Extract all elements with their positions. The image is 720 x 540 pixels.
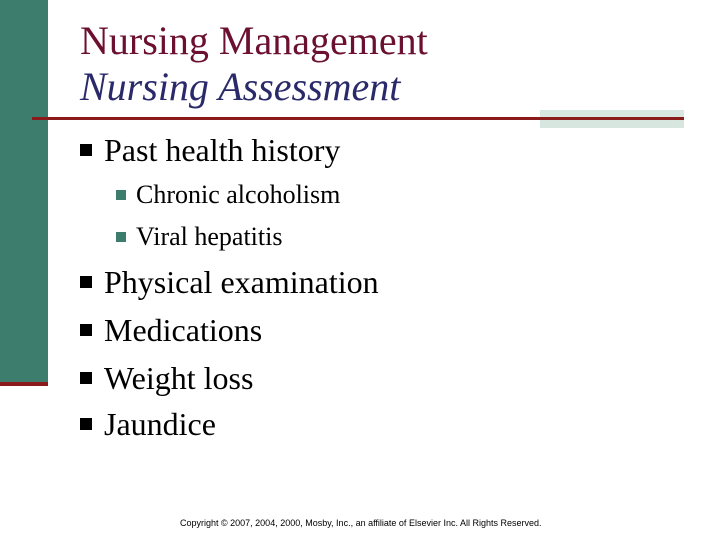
slide-subtitle: Nursing Assessment	[80, 64, 401, 109]
bullet-label: Medications	[104, 312, 263, 348]
sub-bullet-label: Viral hepatitis	[136, 222, 283, 251]
bullet-item	[80, 360, 253, 396]
square-bullet-icon	[80, 418, 92, 430]
sub-bullet-item	[116, 180, 340, 210]
square-bullet-icon	[80, 276, 92, 288]
bullet-item	[80, 406, 216, 442]
bullet-item	[80, 312, 262, 348]
copyright-footer: Copyright © 2007, 2004, 2000, Mosby, Inc., an affiliate of Elsevier Inc. All Rights Reserved.	[180, 518, 542, 528]
square-bullet-icon	[80, 324, 92, 336]
left-accent-bar	[0, 0, 48, 382]
bullet-item	[80, 264, 379, 300]
bullet-item	[80, 132, 340, 168]
bullet-label: Past health history	[104, 132, 341, 168]
title-block	[80, 18, 700, 110]
square-bullet-icon	[80, 372, 92, 384]
slide-title: Nursing Management	[80, 18, 428, 63]
bullet-label: Weight loss	[104, 360, 254, 396]
bullet-label: Physical examination	[104, 264, 379, 300]
square-bullet-icon	[116, 232, 126, 242]
title-divider	[32, 117, 684, 120]
square-bullet-icon	[80, 144, 92, 156]
sub-bullet-item	[116, 222, 282, 252]
sub-bullet-label: Chronic alcoholism	[136, 180, 341, 209]
square-bullet-icon	[116, 190, 126, 200]
bullet-label: Jaundice	[104, 406, 216, 442]
left-accent-bar-red	[0, 382, 48, 386]
